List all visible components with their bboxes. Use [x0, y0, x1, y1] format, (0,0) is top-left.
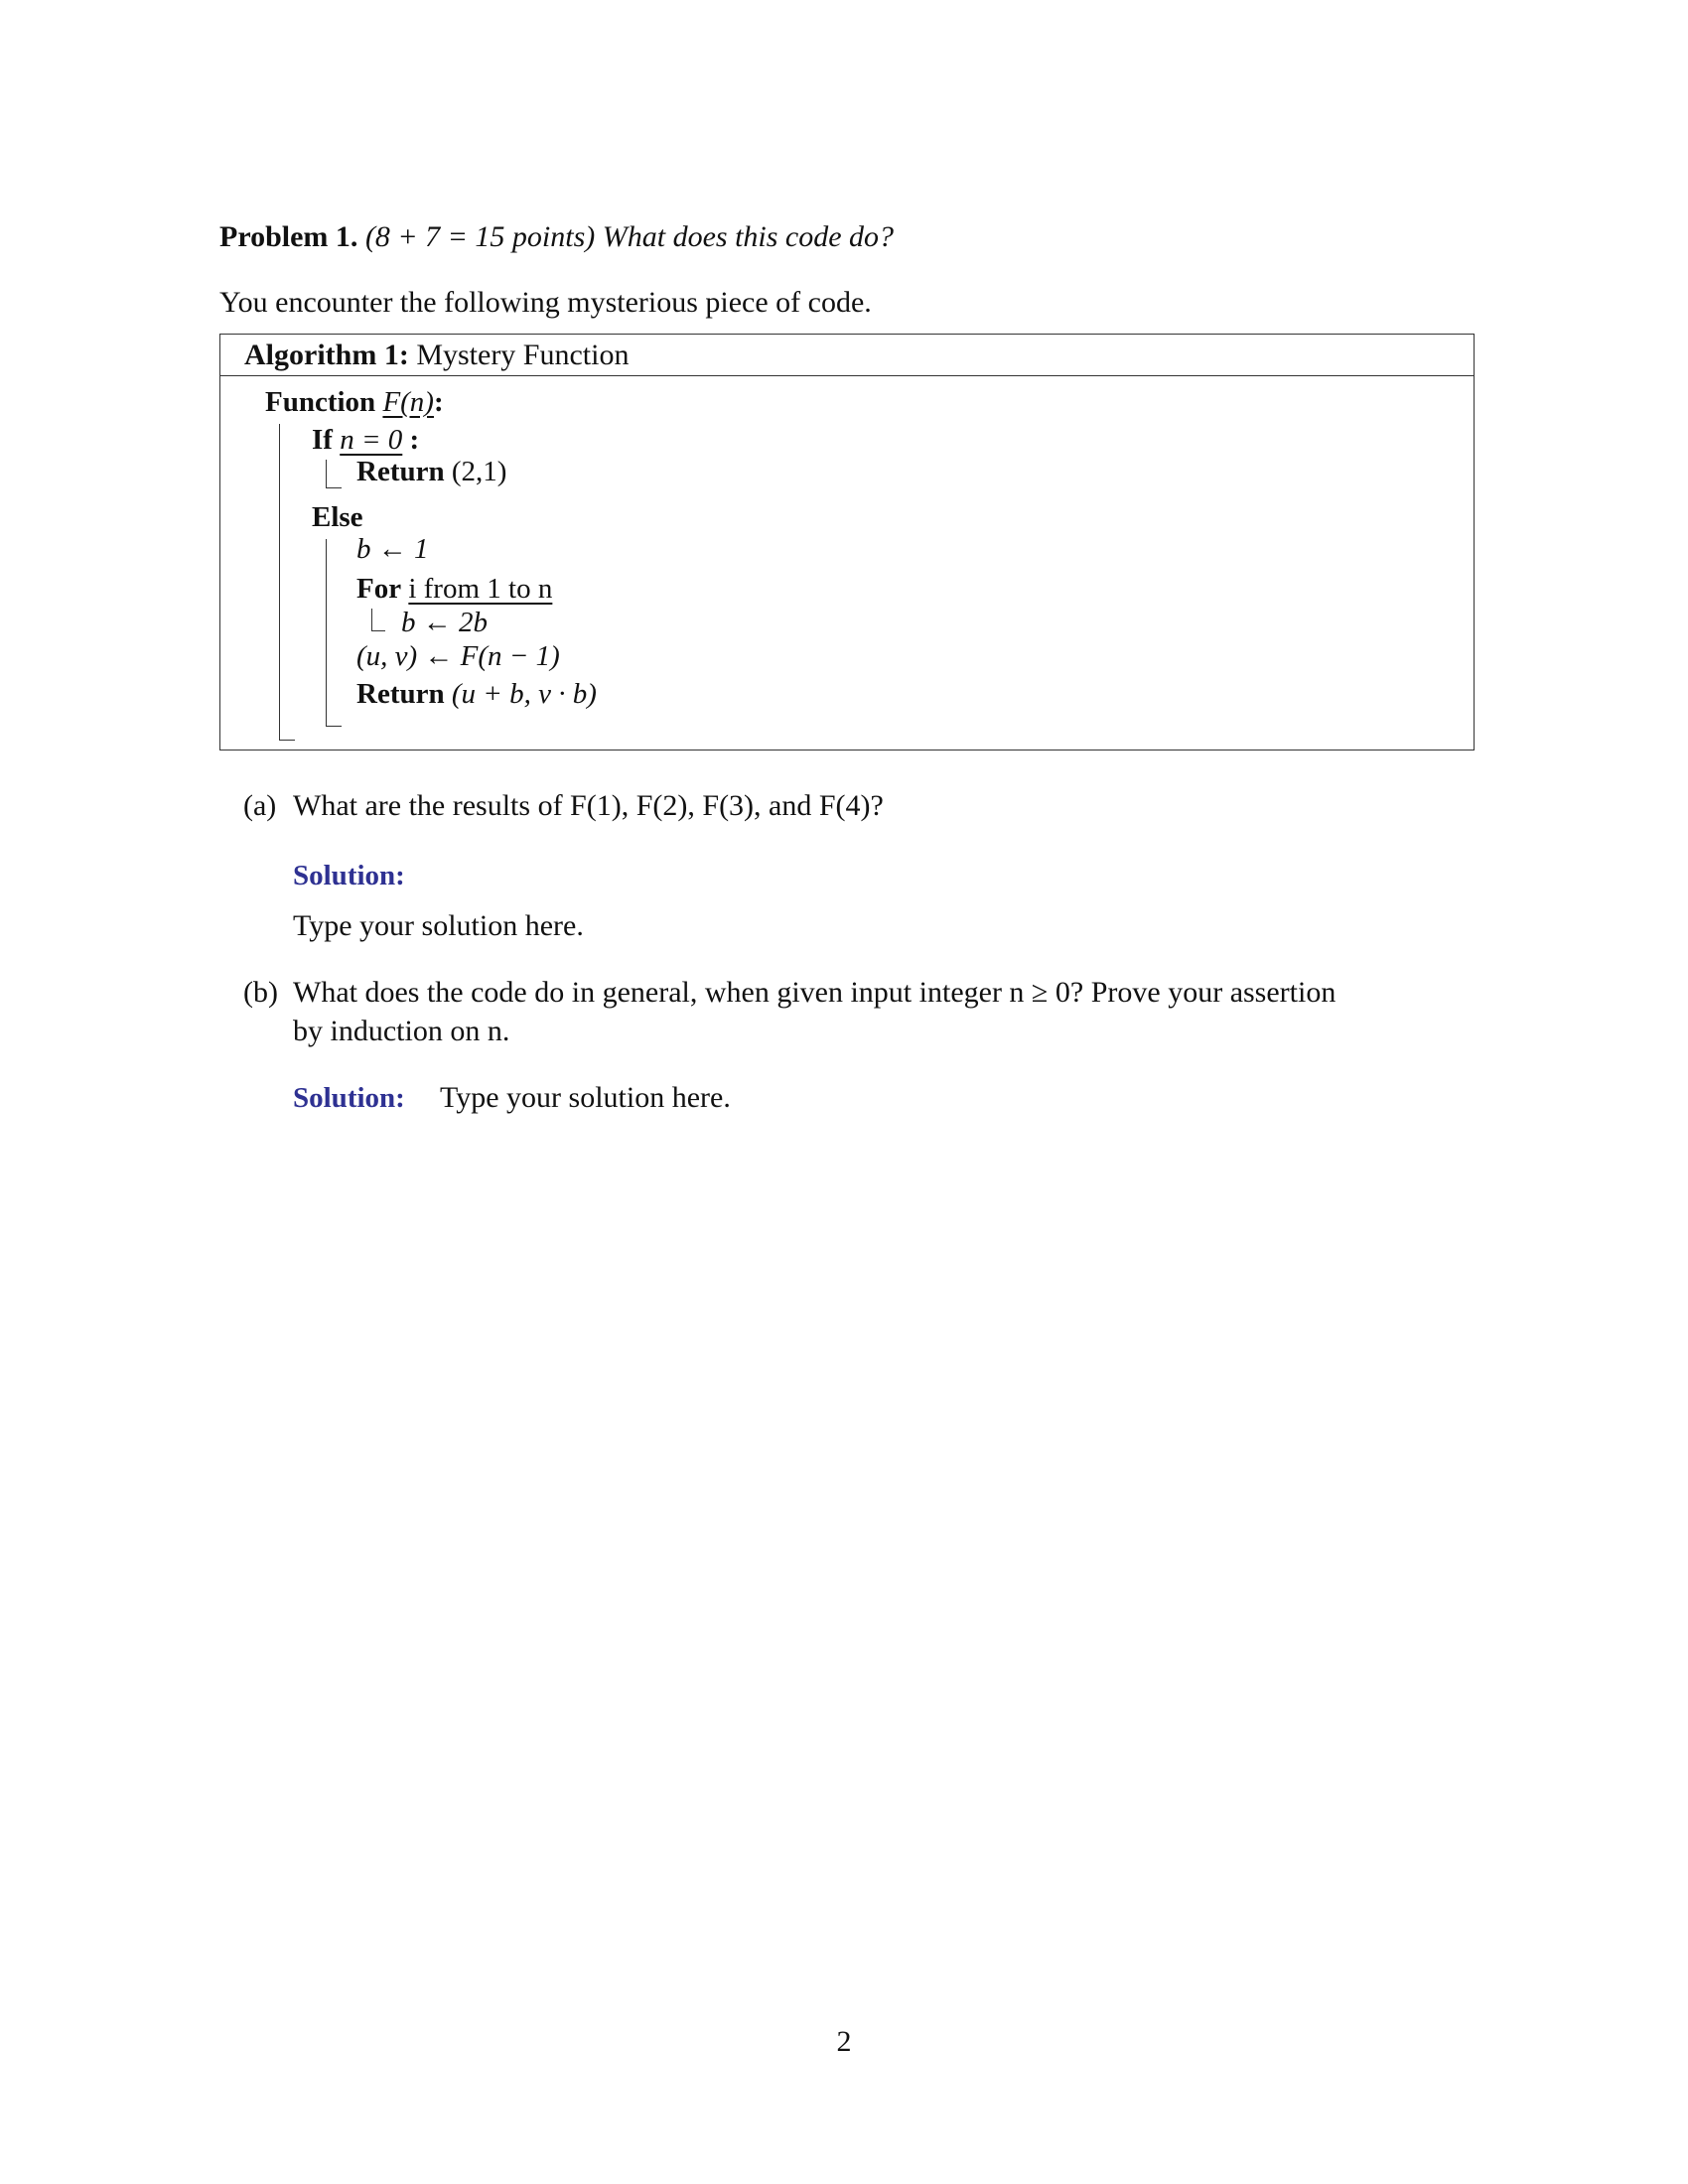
for-keyword: For — [356, 573, 402, 605]
else-line: Else — [312, 501, 363, 533]
if-line — [312, 424, 419, 457]
for-range: i from 1 to n — [408, 573, 553, 605]
function-line — [265, 386, 444, 419]
return-keyword: Return — [356, 456, 445, 487]
double-b-line: b ← 2b — [401, 607, 488, 638]
return-recursive-line — [356, 678, 597, 711]
if-block-bar — [326, 460, 327, 487]
return-base-line — [356, 456, 506, 488]
part-a-solution-text[interactable]: Type your solution here. — [293, 909, 584, 942]
problem-heading — [219, 220, 894, 254]
if-keyword: If — [312, 424, 333, 456]
problem-label: Problem 1. — [219, 220, 358, 253]
part-b-solution-text[interactable]: Type your solution here. — [440, 1081, 731, 1114]
return-keyword-2: Return — [356, 678, 445, 710]
function-colon: : — [433, 386, 444, 418]
algorithm-caption — [220, 335, 1474, 376]
part-b-solution-label: Solution: — [293, 1082, 405, 1114]
part-b-label: (b) — [243, 976, 278, 1009]
if-colon: : — [402, 424, 420, 456]
part-a-solution-label: Solution: — [293, 860, 405, 891]
for-block-foot — [371, 630, 385, 631]
algorithm-caption-title: Mystery Function — [416, 339, 630, 371]
part-a-label: (a) — [243, 789, 277, 822]
else-block-bar — [326, 539, 327, 726]
page-number: 2 — [836, 2025, 852, 2058]
problem-subtitle: (8 + 7 = 15 points) What does this code do? — [364, 220, 895, 253]
recursive-call-line: (u, v) ← F(n − 1) — [356, 640, 560, 672]
intro-text: You encounter the following mysterious piece of code. — [219, 286, 872, 319]
part-a-question: What are the results of F(1), F(2), F(3), and F(4)? — [293, 789, 884, 822]
algorithm-caption-label: Algorithm 1: — [244, 339, 409, 371]
else-block-foot — [326, 726, 342, 727]
function-block-bar — [279, 424, 280, 740]
function-signature: F(n) — [382, 386, 434, 418]
function-block-foot — [279, 740, 295, 741]
part-b-question-line2: by induction on n. — [293, 1015, 510, 1047]
return-recursive-value: (u + b, v · b) — [451, 678, 597, 710]
return-base-value: (2,1) — [451, 456, 507, 487]
for-line — [356, 573, 552, 606]
if-condition: n = 0 — [340, 424, 403, 456]
algorithm-box — [219, 334, 1475, 751]
assign-b-line: b ← 1 — [356, 533, 429, 565]
for-block-bar — [371, 609, 372, 630]
function-keyword: Function — [265, 386, 376, 418]
part-b-question-line1: What does the code do in general, when given input integer n ≥ 0? Prove your assertion — [293, 976, 1336, 1009]
if-block-foot — [326, 487, 342, 488]
